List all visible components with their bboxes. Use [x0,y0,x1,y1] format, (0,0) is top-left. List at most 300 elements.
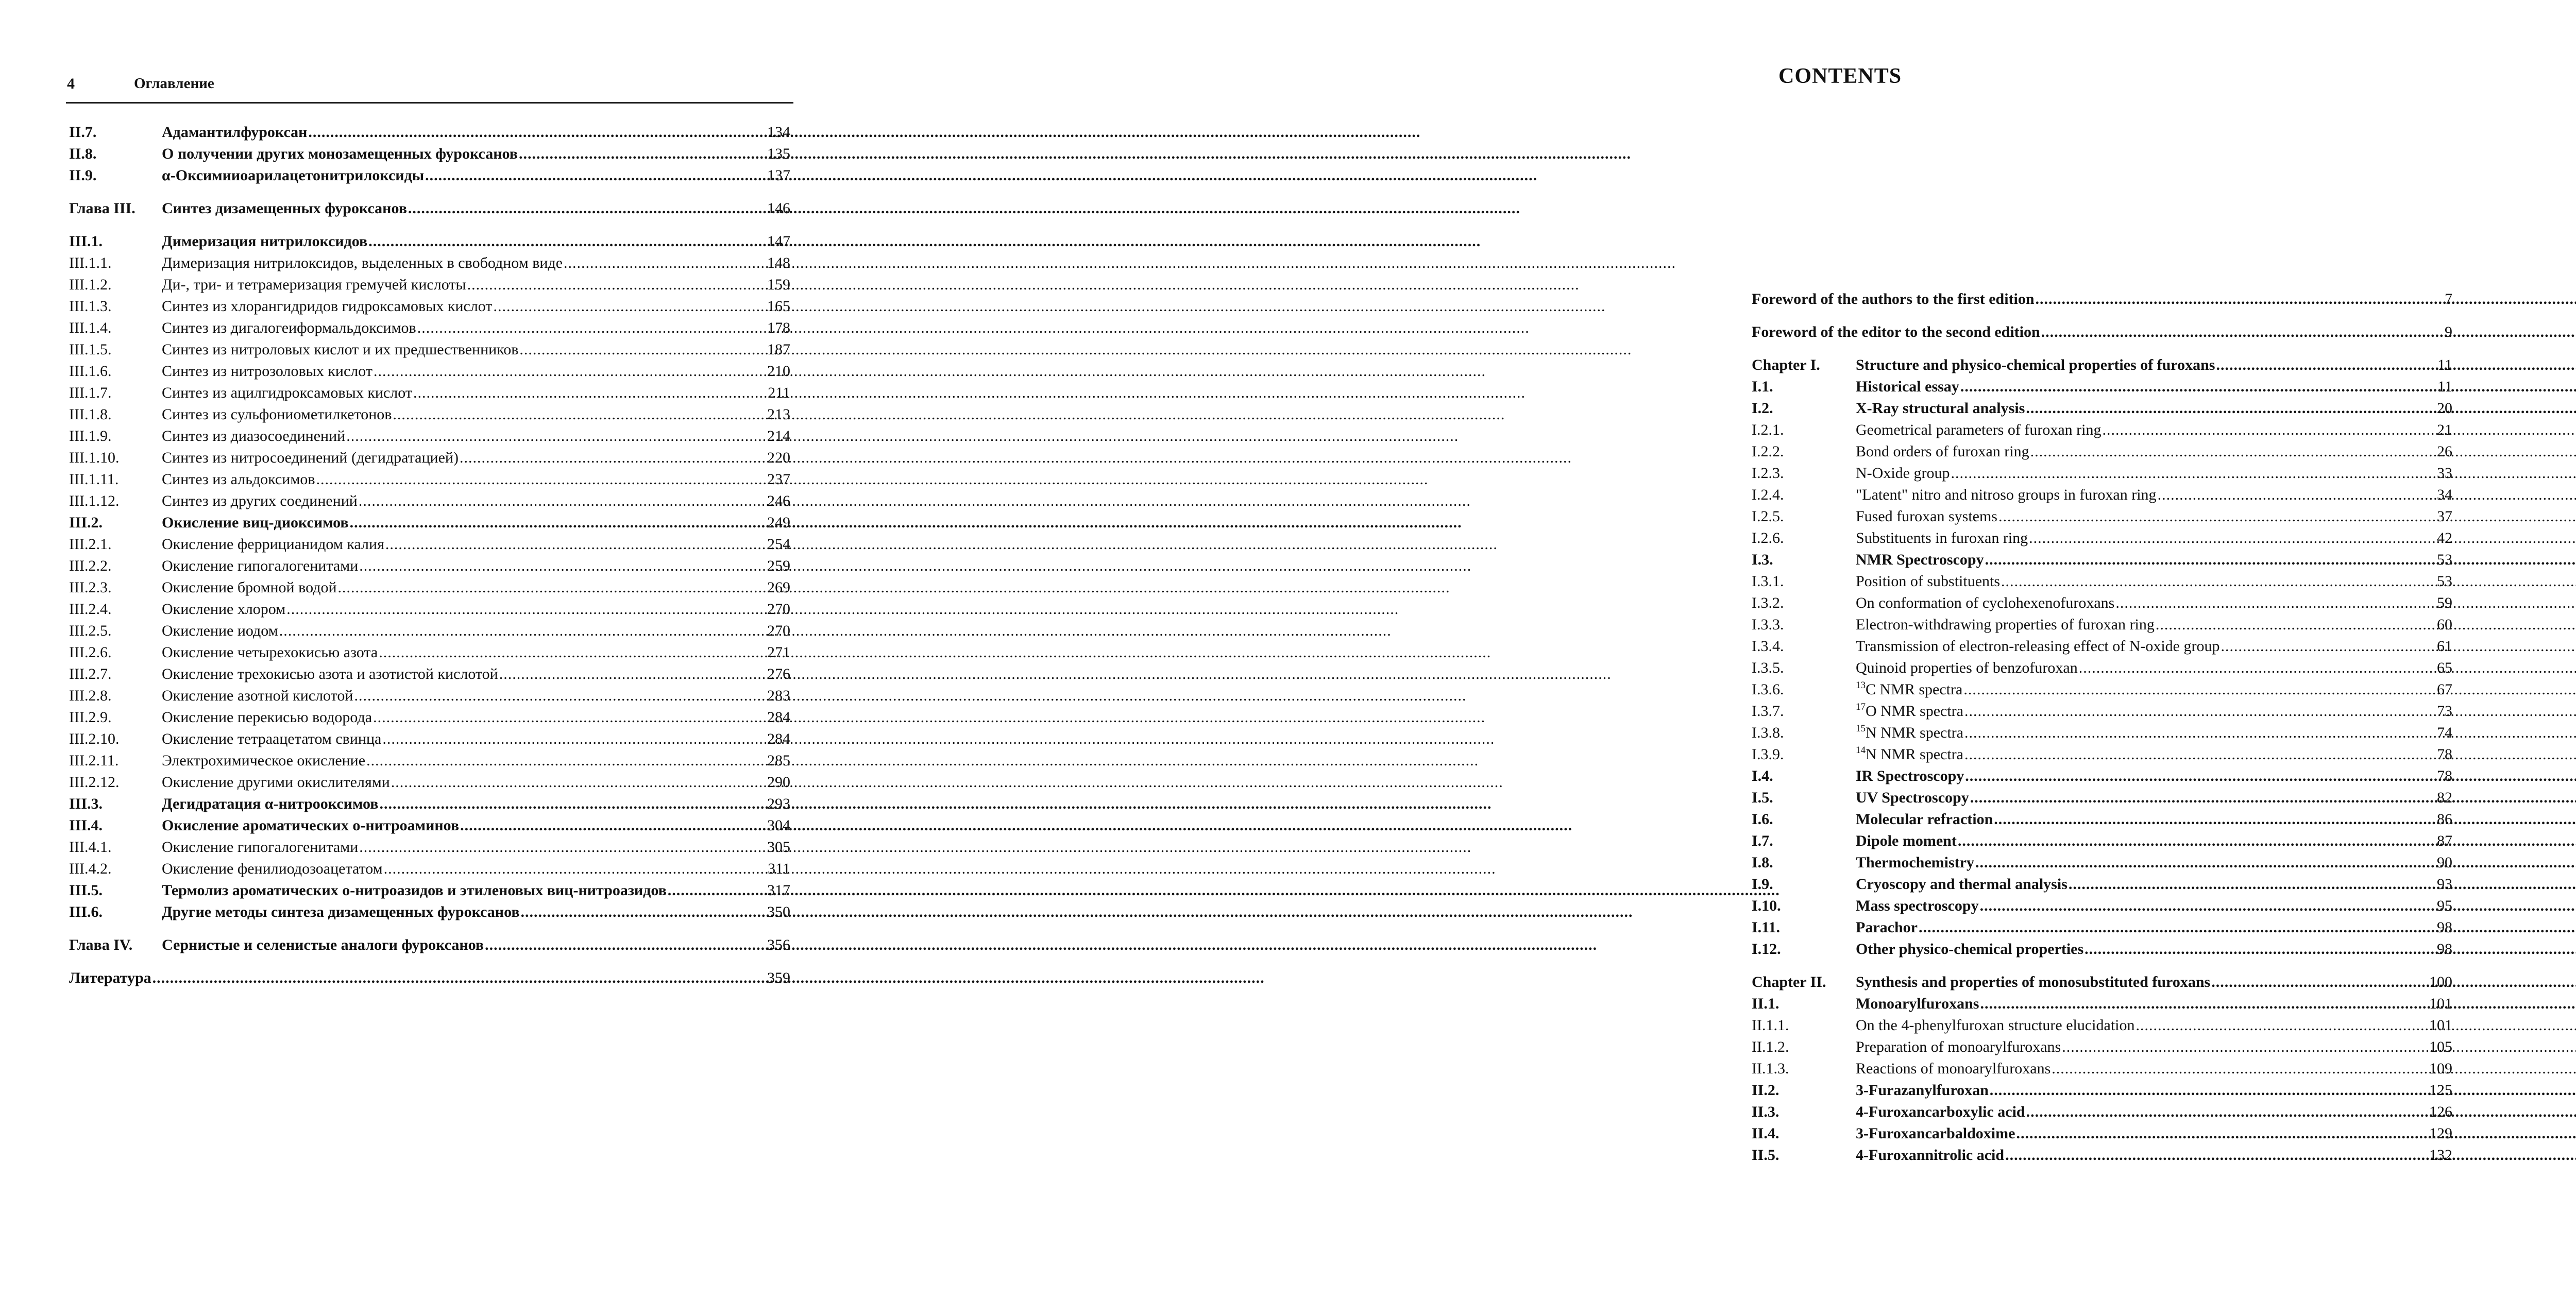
toc-entry-title [162,317,819,339]
toc-entry-title-text: Окисление тетраацетатом свинца [162,730,382,747]
toc-entry-number: III.2.12. [69,774,120,791]
toc-entry-title-text: Ди-, три- и тетрамеризация гремучей кислоты [162,276,466,293]
toc-entry-title [162,772,819,793]
dot-leader [1959,376,2576,398]
dot-leader [1969,787,2576,809]
toc-entry [1752,679,2452,701]
toc-entry-number: I.11. [1752,919,1781,936]
toc-entry-number: Глава III. [69,200,135,217]
toc-entry [1752,614,2452,636]
toc-entry-title [162,122,819,143]
toc-list-left [69,122,801,989]
toc-entry-page: 135 [767,145,790,162]
header-page-number: 4 [67,75,75,92]
toc-entry-number: III.1.3. [69,298,112,315]
toc-entry-title [1856,1123,2412,1145]
toc-entry-page: 356 [767,936,790,953]
toc-entry-title [1856,527,2412,549]
toc-entry [69,967,801,989]
toc-entry [1752,917,2452,938]
dot-leader [2000,571,2576,592]
toc-entry [1752,744,2452,765]
toc-entry-number: II.7. [69,124,97,141]
toc-entry [1752,1015,2452,1036]
toc-entry-title [1856,419,2412,441]
toc-entry [69,620,801,642]
toc-entry-title-text: Синтез дизамещенных фуроксанов [162,200,407,217]
dot-leader [1993,809,2576,830]
toc-entry-title [1856,376,2412,398]
toc-entry-page: 78 [2437,767,2452,784]
toc-entry [1752,722,2452,744]
toc-entry-title [1856,938,2412,960]
toc-entry-number: Глава IV. [69,936,133,953]
toc-entry-title-text: N NMR spectra [1866,746,1963,763]
toc-entry-number: I.2.3. [1752,465,1784,482]
toc-entry-page: 60 [2437,616,2452,633]
toc-entry-number: III.4.1. [69,839,112,856]
toc-entry [69,165,801,186]
toc-entry-title-text: Parachor [1856,919,1918,936]
toc-entry-title [1856,441,2412,463]
toc-entry [69,143,801,165]
toc-entry-number: I.3.2. [1752,594,1784,611]
toc-entry [69,663,801,685]
isotope-superscript: 14 [1856,745,1866,756]
dot-leader [1984,549,2576,571]
toc-entry-title [1856,592,2412,614]
toc-entry-page: 95 [2437,897,2452,914]
toc-entry [1752,527,2452,549]
dot-leader [2219,636,2576,657]
toc-entry-title-text: Литература [69,969,151,986]
toc-entry [69,880,801,901]
toc-entry-number: II.9. [69,167,97,184]
toc-entry-title-text: Preparation of monoarylfuroxans [1856,1038,2061,1055]
toc-entry-page: 147 [767,233,790,250]
toc-entry-page: 317 [767,882,790,899]
toc-entry-number: III.6. [69,903,103,920]
toc-entry-page: 187 [767,341,790,358]
toc-entry [69,685,801,707]
toc-entry-title-text: Окисление фенилиодозоацетатом [162,860,383,877]
toc-entry-page: 34 [2437,486,2452,503]
toc-entry [1752,830,2452,852]
dot-leader [2050,1058,2576,1080]
toc-entry-title-text: Quinoid properties of benzofuroxan [1856,659,2078,676]
toc-entry-page: 146 [767,200,790,217]
toc-entry-title [1856,809,2412,830]
toc-entry-title-text: Historical essay [1856,378,1959,395]
toc-entry-title [162,447,819,469]
toc-entry-number: I.4. [1752,767,1773,784]
toc-entry-title [162,469,819,490]
header-title: Оглавление [134,75,214,92]
toc-entry-number: I.2. [1752,400,1773,417]
toc-entry-title [162,143,819,165]
toc-entry-number: I.1. [1752,378,1773,395]
toc-entry-number: I.12. [1752,941,1781,958]
right-page [840,0,2452,1298]
toc-entry-title [162,274,819,296]
toc-entry-page: 93 [2437,876,2452,893]
toc-entry-number: I.2.2. [1752,443,1784,460]
toc-entry-title-text: Синтез из диазосоединений [162,428,346,445]
toc-entry-page: 65 [2437,659,2452,676]
toc-entry [69,772,801,793]
toc-entry-title-text: Structure and physico-chemical properties of furoxans [1856,356,2215,373]
toc-entry-page: 53 [2437,573,2452,590]
toc-entry-page: 7 [2445,291,2452,308]
toc-entry-number: II.4. [1752,1125,1780,1142]
toc-entry-title [162,836,819,858]
dot-leader [1974,852,2576,874]
toc-entry-title [1752,321,2412,343]
toc-entry-page: 284 [767,730,790,747]
toc-entry-title [162,750,819,772]
toc-entry-title-text: Синтез из нитрозоловых кислот [162,363,372,380]
dot-leader [2015,1123,2576,1145]
toc-entry-title [1856,1101,2412,1123]
toc-entry-title [1856,830,2412,852]
toc-entry-page: 284 [767,709,790,726]
toc-entry-page: 11 [2437,356,2452,373]
toc-entry-number: III.2.7. [69,665,112,682]
toc-entry-title-text: О получении других монозамещенных фуроксанов [162,145,518,162]
toc-entry-title-text: 3-Furoxancarbaldoxime [1856,1125,2015,1142]
toc-entry-page: 101 [2429,1017,2452,1034]
toc-entry-page: 26 [2437,443,2452,460]
toc-entry [69,815,801,836]
toc-entry-title-text: Димеризация нитрилоксидов, выделенных в свободном виде [162,254,563,271]
toc-entry-title-text: Molecular refraction [1856,811,1993,828]
toc-entry-title [162,793,819,815]
toc-entry [1752,549,2452,571]
toc-entry-title [1856,917,2412,938]
toc-entry-title-text: Другие методы синтеза дизамещенных фуроксанов [162,903,520,920]
toc-entry-title [1856,744,2412,765]
toc-entry [1752,1036,2452,1058]
toc-entry [1752,506,2452,527]
toc-entry-title [1856,971,2412,993]
toc-entry [1752,354,2452,376]
toc-entry-title [1856,1145,2412,1166]
toc-entry [1752,701,2452,722]
toc-entry-title [162,490,819,512]
toc-entry-number: III.1.4. [69,319,112,336]
toc-entry-number: I.3.9. [1752,746,1784,763]
toc-entry-title-text: Окисление иодом [162,622,278,639]
toc-entry-page: 20 [2437,400,2452,417]
toc-entry-page: 9 [2445,323,2452,340]
toc-entry [69,793,801,815]
toc-entry-title [162,198,819,219]
toc-entry-title-text: Синтез из нитроловых кислот и их предшественников [162,341,519,358]
toc-entry-number: III.2.5. [69,622,112,639]
toc-entry [1752,419,2452,441]
dot-leader [1963,701,2576,722]
toc-entry-number: I.7. [1752,832,1773,849]
toc-entry-title [1856,506,2412,527]
toc-entry [69,512,801,534]
dot-leader [1997,506,2576,527]
toc-entry [69,122,801,143]
toc-entry-title [162,815,819,836]
toc-entry-page: 61 [2437,638,2452,655]
toc-entry [69,490,801,512]
toc-entry-page: 33 [2437,465,2452,482]
toc-entry [1752,484,2452,506]
toc-entry-title-text: NMR Spectroscopy [1856,551,1984,568]
toc-entry [1752,1101,2452,1123]
toc-entry-title-text: Окисление азотной кислотой [162,687,353,704]
toc-entry-title [162,880,819,901]
toc-entry-number: I.2.1. [1752,421,1784,438]
header-divider [66,102,793,104]
toc-entry-number: I.5. [1752,789,1773,806]
toc-entry [1752,463,2452,484]
toc-entry-title [1856,993,2412,1015]
toc-entry [1752,1058,2452,1080]
toc-entry-page: 283 [767,687,790,704]
toc-entry [69,750,801,772]
toc-entry-title-text: Синтез из нитросоединений (дегидратацией) [162,449,459,466]
toc-entry-title [1856,614,2412,636]
toc-entry-title [162,534,819,555]
toc-entry-page: 270 [767,601,790,618]
toc-entry-title-text: Адамантилфуроксан [162,124,308,141]
toc-entry-title [162,685,819,707]
toc-entry-number: I.3.7. [1752,703,1784,720]
toc-entry-title-text: α-Оксимииоарилацетонитрилоксиды [162,167,425,184]
isotope-superscript: 15 [1856,723,1866,734]
toc-entry-page: 109 [2429,1060,2452,1077]
toc-entry-page: 213 [767,406,790,423]
toc-entry-page: 311 [768,860,790,877]
toc-entry [1752,441,2452,463]
toc-entry-title-text: 4-Furoxannitrolic acid [1856,1147,2005,1164]
dot-leader [1989,1080,2576,1101]
toc-entry-page: 237 [767,471,790,488]
toc-entry [1752,874,2452,895]
toc-entry-number: III.1.7. [69,384,112,401]
dot-leader [2215,354,2576,376]
toc-entry-number: I.3.5. [1752,659,1784,676]
dot-leader [2025,1101,2576,1123]
toc-entry-page: 270 [767,622,790,639]
toc-entry-number: I.3.6. [1752,681,1784,698]
toc-entry-title [162,577,819,599]
toc-entry-title [1856,679,2412,701]
toc-entry-title-text: Окисление трехокисью азота и азотистой кислотой [162,665,498,682]
toc-entry-page: 98 [2437,919,2452,936]
toc-entry-title-text: Синтез из альдоксимов [162,471,315,488]
toc-entry-title [162,901,819,923]
toc-entry-title-text: N NMR spectra [1866,724,1963,741]
toc-entry-number: I.3. [1752,551,1773,568]
running-header [67,75,793,106]
toc-entry-title [162,382,819,404]
toc-entry-title [162,361,819,382]
toc-list-right [1752,288,2452,1166]
toc-entry [69,599,801,620]
toc-entry-number: III.2.4. [69,601,112,618]
toc-entry-number: III.2.2. [69,557,112,574]
toc-entry [69,901,801,923]
toc-entry-title-text: Синтез из сульфониометилкетонов [162,406,392,423]
toc-entry [69,447,801,469]
toc-entry [69,382,801,404]
toc-entry-title [162,620,819,642]
toc-entry-number: I.2.4. [1752,486,1784,503]
toc-entry [69,404,801,425]
toc-entry-title-text: Reactions of monoarylfuroxans [1856,1060,2051,1077]
toc-entry-page: 73 [2437,703,2452,720]
toc-entry-page: 74 [2437,724,2452,741]
toc-entry-title-text: UV Spectroscopy [1856,789,1969,806]
toc-entry-page: 249 [767,514,790,531]
toc-entry [69,339,801,361]
toc-entry [69,469,801,490]
toc-entry [69,274,801,296]
toc-entry-title-text: Окисление перекисью водорода [162,709,372,726]
toc-entry-number: III.1.9. [69,428,112,445]
dot-leader [2035,288,2576,310]
toc-entry-title [162,339,819,361]
toc-entry-page: 259 [767,557,790,574]
toc-entry-number: III.1.1. [69,254,112,271]
toc-entry-number: I.2.6. [1752,530,1784,546]
toc-entry-number: I.3.1. [1752,573,1784,590]
toc-entry-number: III.2.6. [69,644,112,661]
toc-entry-title-text: Синтез из дигалогеиформальдоксимов [162,319,416,336]
isotope-superscript: 17 [1856,702,1866,712]
dot-leader [2028,527,2576,549]
toc-entry-number: Chapter II. [1752,973,1826,990]
toc-entry-title [1856,1036,2412,1058]
toc-entry-title [162,252,819,274]
toc-entry-number: II.1.1. [1752,1017,1789,1034]
toc-entry-page: 246 [767,492,790,509]
toc-entry-title-text: Окисление феррицианидом калия [162,536,384,553]
toc-entry-title-text: Synthesis and properties of monosubstituted furoxans [1856,973,2211,990]
toc-entry-title-text: Дегидратация α-нитрооксимов [162,795,379,812]
toc-entry-number: Chapter I. [1752,356,1820,373]
toc-entry-number: II.1.2. [1752,1038,1789,1055]
toc-entry-number: II.3. [1752,1103,1780,1120]
toc-entry-number: I.9. [1752,876,1773,893]
toc-entry-title-text: Mass spectroscopy [1856,897,1979,914]
toc-entry-page: 137 [767,167,790,184]
toc-entry-title-text: Окисление гипогалогенитами [162,839,359,856]
toc-entry-number: II.5. [1752,1147,1780,1164]
toc-entry-number: II.8. [69,145,97,162]
toc-entry-page: 214 [767,428,790,445]
toc-entry [1752,1080,2452,1101]
dot-leader [2083,938,2576,960]
toc-entry-title [1856,722,2412,744]
toc-entry-number: I.2.5. [1752,508,1784,525]
dot-leader [1964,765,2576,787]
toc-entry-page: 293 [767,795,790,812]
toc-entry-title [1856,1080,2412,1101]
toc-entry [1752,636,2452,657]
toc-entry-number: I.10. [1752,897,1781,914]
toc-entry-number: II.1. [1752,995,1780,1012]
dot-leader [2004,1145,2576,1166]
toc-entry-title [162,165,819,186]
toc-entry-number: III.1.12. [69,492,120,509]
toc-entry-number: III.1.8. [69,406,112,423]
toc-entry-page: 11 [2437,378,2452,395]
toc-entry-page: 220 [767,449,790,466]
toc-entry-title-text: IR Spectroscopy [1856,767,1964,784]
toc-entry [69,836,801,858]
toc-entry-page: 148 [767,254,790,271]
toc-entry-title [1856,874,2412,895]
isotope-superscript: 13 [1856,680,1866,691]
toc-entry-number: II.1.3. [1752,1060,1789,1077]
toc-entry-title-text: Окисление гипогалогенитами [162,557,359,574]
toc-entry-title-text: Transmission of electron-releasing effect of N-oxide group [1856,638,2220,655]
toc-entry-page: 165 [767,298,790,315]
toc-entry-title-text: On the 4-phenylfuroxan structure elucidation [1856,1017,2135,1034]
toc-entry-number: III.1.5. [69,341,112,358]
contents-title: CONTENTS [1778,64,1902,88]
toc-entry [69,858,801,880]
toc-entry-number: III.4. [69,817,103,834]
toc-entry-title-text: Электрохимическое окисление [162,752,366,769]
toc-entry-page: 101 [2429,995,2452,1012]
toc-entry-number: III.2. [69,514,103,531]
toc-entry-page: 86 [2437,811,2452,828]
toc-entry-page: 304 [767,817,790,834]
toc-entry-title-text: Термолиз ароматических о-нитроазидов и этиленовых виц-нитроазидов [162,882,667,899]
toc-entry-number: III.1.2. [69,276,112,293]
dot-leader [1963,744,2576,765]
toc-entry-title [162,707,819,728]
toc-entry [1752,993,2452,1015]
toc-entry-page: 21 [2437,421,2452,438]
toc-entry [69,361,801,382]
toc-entry-title-text: Окисление хлором [162,601,286,618]
toc-entry-page: 90 [2437,854,2452,871]
toc-entry-number: III.2.11. [69,752,119,769]
toc-entry-title-text: Окисление четырехокисью азота [162,644,378,661]
toc-entry-title [1856,463,2412,484]
toc-entry-page: 53 [2437,551,2452,568]
toc-entry [1752,592,2452,614]
dot-leader [1918,917,2576,938]
toc-entry-number: I.3.3. [1752,616,1784,633]
toc-entry-title [162,663,819,685]
toc-entry-title [162,512,819,534]
toc-entry-title [1856,895,2412,917]
toc-entry-title-text: Monoarylfuroxans [1856,995,1979,1012]
toc-entry-page: 37 [2437,508,2452,525]
toc-entry-title [1856,549,2412,571]
dot-leader [1979,993,2576,1015]
dot-leader [2135,1015,2576,1036]
toc-entry [1752,938,2452,960]
toc-entry-page: 129 [2429,1125,2452,1142]
toc-entry-page: 67 [2437,681,2452,698]
toc-entry-title [1856,765,2412,787]
dot-leader [2157,484,2576,506]
toc-entry-title-text: N-Oxide group [1856,465,1950,482]
toc-entry-title-text: Окисление ароматических о-нитроаминов [162,817,460,834]
toc-entry-page: 126 [2429,1103,2452,1120]
